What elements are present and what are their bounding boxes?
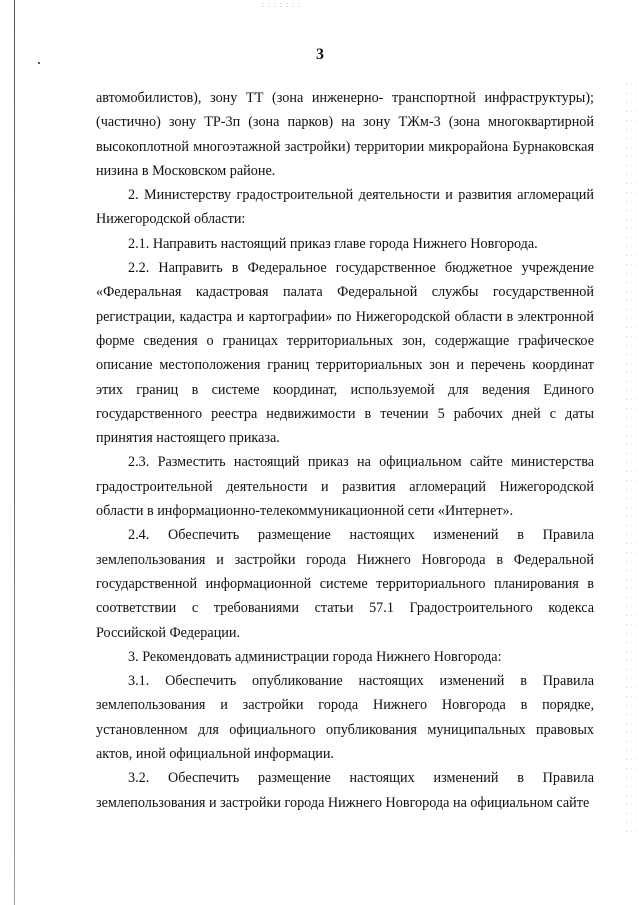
- paragraph-item-3-2: 3.2. Обеспечить размещение настоящих изменений в Правила землепользования и застройки города Нижнего Новгорода на официальном сайте: [96, 770, 594, 811]
- paragraph-continuation: автомобилистов), зону ТТ (зона инженерно- транспортной инфраструктуры); (частично) зону ТР-3п (зона парков) на зону ТЖм-3 (зона многоквартирной высокоплотной многоэтажной застройки) территории микрорайона Бурнаковская низина в Московском районе.: [96, 90, 594, 179]
- scan-noise-top: [260, 2, 300, 8]
- paragraph-item-2: 2. Министерству градостроительной деятельности и развития агломераций Нижегородской области:: [96, 187, 594, 228]
- scan-edge-line: [14, 0, 15, 905]
- paragraph-item-2-3: 2.3. Разместить настоящий приказ на официальном сайте министерства градостроительной деятельности и развития агломераций Нижегородской области в информационно-телекоммуникационной сети «Интернет».: [96, 454, 594, 520]
- paragraph-item-3: 3. Рекомендовать администрации города Нижнего Новгорода:: [128, 648, 502, 665]
- document-body: [96, 86, 594, 815]
- paragraph-item-2-1: 2.1. Направить настоящий приказ главе города Нижнего Новгорода.: [128, 235, 538, 252]
- paragraph-item-3-1: 3.1. Обеспечить опубликование настоящих изменений в Правила землепользования и застройки города Нижнего Новгорода в порядке, установленном для официального опубликования муниципальных правовых актов, иной официальной информации.: [96, 673, 594, 763]
- paragraph-item-2-2: 2.2. Направить в Федеральное государственное бюджетное учреждение «Федеральная кадастровая палата Федеральной службы государственной регистрации, кадастра и картографии» по Нижегородской области в электронной форме сведения о границах территориальных зон, содержащие графическое описание местоположения границ территориальных зон и перечень координат этих границ в системе координат, используемой для ведения Единого государственного реестра недвижимости в течении 5 рабочих дней с даты принятия настоящего приказа.: [96, 260, 594, 447]
- page-number: 3: [316, 46, 324, 63]
- paragraph-item-2-4: 2.4. Обеспечить размещение настоящих изменений в Правила землепользования и застройки города Нижнего Новгорода в Федеральной государственной информационной системе территориального планирования в соответствии с требованиями статьи 57.1 Градостроительного кодекса Российской Федерации.: [96, 527, 594, 641]
- scan-noise-right: [624, 80, 640, 840]
